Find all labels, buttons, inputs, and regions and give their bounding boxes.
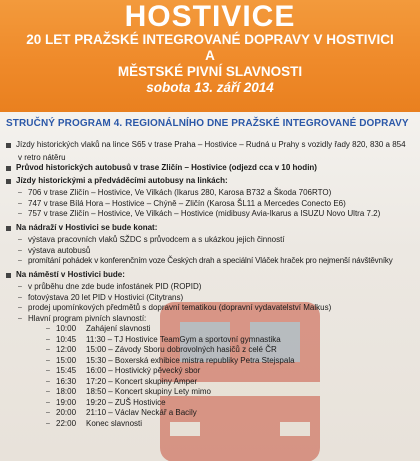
city-title: HOSTIVICE: [124, 0, 296, 33]
bullet-icon: [6, 140, 16, 153]
schedule-row: – 10:45 11:30 – TJ Hostivice TeamGym a sportovní gymnastika: [46, 334, 281, 344]
bullet-icon: [6, 270, 16, 283]
station-item: – promítání pohádek v konferenčním voze Českých drah a speciální Vláček hraček pro nejmenší návštěvníky: [18, 256, 393, 265]
bullet-icon: [6, 163, 16, 176]
list-item: Průvod historických autobusů v trase Zličín – Hostivice (odjezd cca v 10 hodin): [6, 163, 418, 176]
event-title-line-1: 20 LET PRAŽSKÉ INTEGROVANÉ DOPRAVY V HOSTIVICI: [26, 32, 394, 47]
schedule-row: – 20:00 21:10 – Václav Neckář a Bacily: [46, 408, 197, 417]
list-item: Jízdy historickými a předváděcími autobusy na linkách:: [6, 176, 418, 189]
square-item: – Hlavní program pivních slavností:: [18, 313, 147, 323]
square-item: – prodej upomínkových předmětů s dopravní tematikou (dopravní vydavatelství Malkus): [18, 303, 332, 312]
bullet-icon: [6, 176, 16, 189]
list-item: Na náměstí v Hostivici bude:: [6, 270, 418, 283]
event-title-conjunction: A: [205, 48, 215, 63]
square-item: – v průběhu dne zde bude infostánek PID (ROPID): [18, 282, 202, 291]
schedule-row: – 15:00 15:30 – Boxerská exhibice mistra republiky Petra Stejspala: [46, 355, 295, 365]
bus-line-item: – 747 v trase Bílá Hora – Hostivice – Chýně – Zličín (Karosa ŠL11 a Mercedes Conecto E6): [18, 198, 346, 208]
bus-line-item: – 706 v trase Zličín – Hostivice, Ve Vilkách (Ikarus 280, Karosa B732 a Škoda 706RTO): [18, 188, 332, 197]
station-item: – výstava autobusů: [18, 245, 91, 255]
schedule-row: – 10:00 Zahájení slavnosti: [46, 324, 151, 333]
station-item: – výstava pracovních vlaků SŽDC s průvodcem a s ukázkou jejich činností: [18, 235, 285, 244]
schedule-row: – 12:00 15:00 – Závody Sboru dobrovolných hasičů z celé ČR: [46, 345, 277, 354]
schedule-row: – 16:30 17:20 – Koncert skupiny Amper: [46, 376, 198, 386]
festival-schedule: [6, 324, 418, 429]
list-item: Jízdy historických vlaků na lince S65 v trase Praha – Hostivice – Rudná u Prahy s vozidly řady 820, 830 a 854: [6, 140, 418, 153]
list-item: Na nádraží v Hostivici se bude konat:: [6, 223, 418, 236]
program-list: [6, 140, 418, 429]
schedule-row: – 22:00 Konec slavnosti: [46, 418, 143, 428]
program-subtitle: STRUČNÝ PROGRAM 4. REGIONÁLNÍHO DNE PRAŽSKÉ INTEGROVANÉ DOPRAVY: [6, 118, 409, 129]
schedule-row: – 15:45 16:00 – Hostivický pěvecký sbor: [46, 366, 201, 375]
schedule-row: – 19:00 19:20 – ZUŠ Hostivice: [46, 397, 166, 407]
title-banner: [0, 0, 420, 112]
bus-line-item: – 757 v trase Zličín – Hostivice, Ve Vilkách – Hostivice (midibusy Avia-Ikarus a ISUZU Novo Ultra 7.2): [18, 209, 381, 218]
schedule-row: – 18:00 18:50 – Koncert skupiny Lety mimo: [46, 387, 211, 396]
event-date: sobota 13. září 2014: [146, 80, 274, 95]
bullet-icon: [6, 223, 16, 236]
list-item-continuation: v retro nátěru: [18, 152, 66, 162]
square-item: – fotovýstava 20 let PID v Hostivici (Citytrans): [18, 292, 184, 302]
event-title-line-2: MĚSTSKÉ PIVNÍ SLAVNOSTI: [117, 64, 303, 79]
